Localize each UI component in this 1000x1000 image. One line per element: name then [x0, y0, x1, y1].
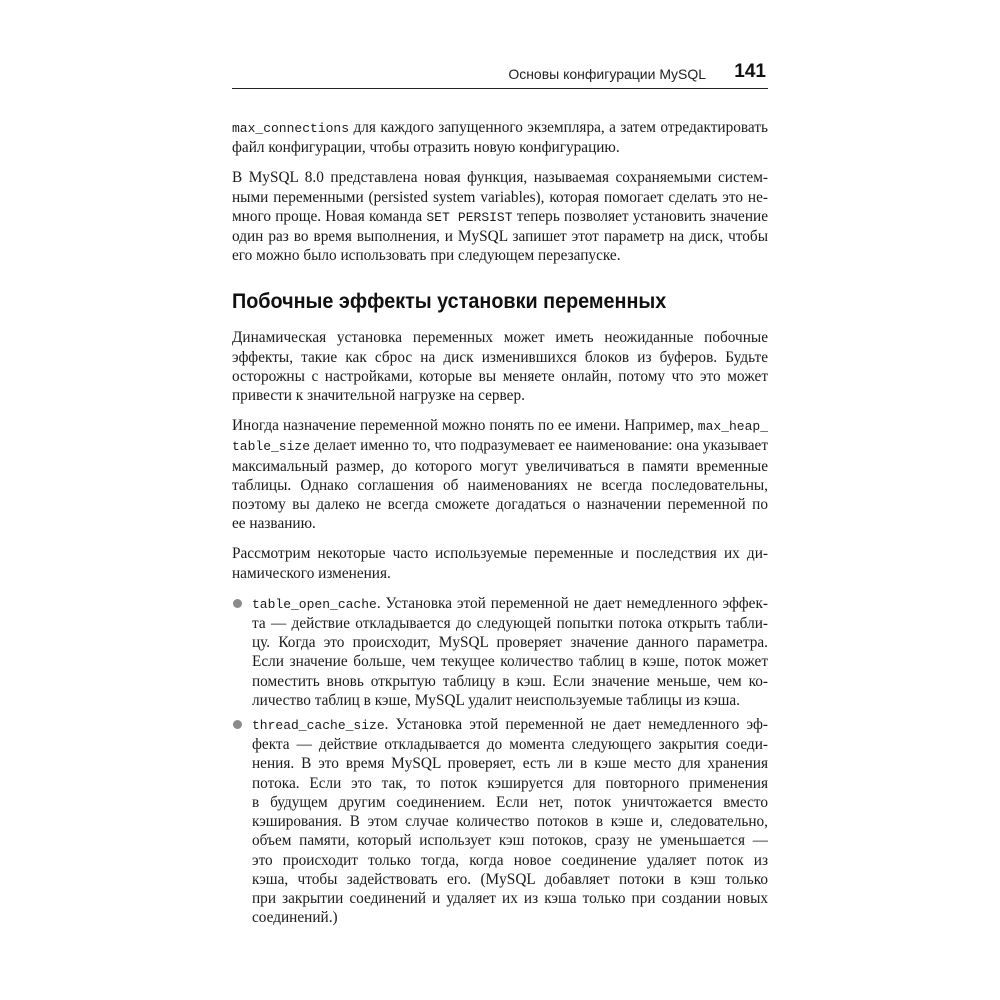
- text-line: [252, 889, 768, 908]
- text-line: [232, 416, 768, 436]
- text-run: соединений.): [252, 909, 338, 927]
- text-line: [232, 564, 768, 583]
- text-line: [252, 691, 768, 710]
- bullet-list: [232, 594, 768, 927]
- text-line: [232, 386, 768, 405]
- text-run: объем памяти, который использует кэш потоков, сразу не уменьшается —: [252, 832, 768, 850]
- text-run: . Установка этой переменной не дает немедленного эф-: [384, 716, 768, 734]
- text-line: [252, 812, 768, 831]
- text-run: личество таблиц в кэше, MySQL удалит неиспользуемые таблицы из кэша.: [252, 691, 740, 709]
- text-run: теперь позволяет установить значение: [512, 207, 768, 225]
- text-run: Иногда назначение переменной можно понять по ее имени. Например,: [232, 417, 698, 435]
- text-run: ными переменными (persisted system variables), которая помогает сделать это не-: [232, 188, 768, 206]
- text-line: [232, 457, 768, 476]
- inline-code: SET PERSIST: [426, 209, 513, 225]
- paragraph: [232, 328, 768, 405]
- text-run: привести к значительной нагрузке на сервер.: [232, 387, 525, 405]
- running-header-title: Основы конфигурации MySQL: [508, 66, 706, 82]
- text-run: фекта — действие откладывается до момента следующего закрытия соеди-: [252, 736, 768, 754]
- text-run: при закрытии соединений и удаляет их из кэша только при создании новых: [252, 889, 768, 907]
- paragraph: [232, 416, 768, 533]
- text-run: эффекты, такие как сброс на диск изменившихся блоков из буферов. Будьте: [232, 348, 768, 366]
- text-run: кэша, чтобы задействовать его. (MySQL добавляет потоки в кэш только: [252, 870, 768, 888]
- running-header: [232, 58, 768, 89]
- text-line: [252, 851, 768, 870]
- text-run: его можно было использовать при следующем перезапуске.: [232, 247, 621, 265]
- inline-code: max_heap_: [697, 419, 768, 435]
- section-heading: Побочные эффекты установки переменных: [232, 289, 667, 314]
- paragraph: [232, 118, 768, 157]
- text-line: [252, 754, 768, 773]
- inline-code: thread_cache_size: [252, 718, 385, 734]
- text-line: [232, 207, 768, 227]
- text-line: [232, 495, 768, 514]
- text-line: [232, 476, 768, 495]
- text-line: [252, 908, 768, 927]
- text-run: намического изменения.: [232, 564, 391, 582]
- text-run: это происходит только тогда, когда новое соединение удаляет поток из: [252, 851, 768, 869]
- text-run: цу. Когда это происходит, MySQL проверяет значение данного параметра.: [252, 634, 768, 652]
- text-line: [232, 246, 768, 265]
- inline-code: max_connections: [232, 121, 350, 136]
- text-line: [232, 514, 768, 533]
- bullet-item: [232, 715, 768, 927]
- text-run: файл конфигурации, чтобы отразить новую конфигурацию.: [232, 139, 620, 157]
- inline-code: table_size: [232, 439, 311, 455]
- text-line: [252, 735, 768, 754]
- bullet-item: [232, 594, 768, 710]
- bullet-dot-icon: [233, 599, 242, 608]
- text-run: осторожны с настройками, которые вы меняете онлайн, потому что это может: [232, 367, 768, 385]
- text-run: кэширования. В этом случае количество потоков в кэше и, следовательно,: [252, 813, 768, 831]
- section-paragraphs: [232, 328, 768, 582]
- text-run: ее названию.: [232, 515, 316, 533]
- text-line: [252, 672, 768, 691]
- text-line: [232, 227, 768, 246]
- text-run: та — действие откладывается до следующей попытки потока открыть табли-: [252, 615, 768, 633]
- text-run: делает именно то, что подразумевает ее наименование: она указывает: [310, 437, 768, 455]
- text-line: [252, 614, 768, 633]
- text-line: [252, 793, 768, 812]
- text-line: [252, 715, 768, 735]
- text-run: поместить вновь открытую таблицу в кэш. Если значение меньше, чем ко-: [252, 672, 768, 690]
- text-run: . Установка этой переменной не дает немедленного эффек-: [376, 594, 768, 612]
- text-run: поэтому вы далеко не всегда сможете догадаться о назначении переменной по: [232, 496, 768, 514]
- text-run: нения. В это время MySQL проверяет, есть ли в кэше место для хранения: [252, 755, 768, 773]
- text-run: максимальный размер, до которого могут увеличиваться в памяти временные: [232, 457, 768, 475]
- intro-paragraphs: [232, 118, 768, 265]
- text-line: [232, 544, 768, 563]
- text-line: [232, 436, 768, 456]
- text-line: [252, 831, 768, 850]
- text-line: [232, 328, 768, 347]
- text-run: для каждого запущенного экземпляра, а затем отредактировать: [349, 119, 768, 136]
- text-line: [232, 168, 768, 187]
- inline-code: table_open_cache: [252, 596, 377, 612]
- text-line: [252, 594, 768, 614]
- text-run: много проще. Новая команда: [232, 207, 427, 225]
- text-line: [232, 188, 768, 207]
- page-number: 141: [734, 61, 766, 82]
- text-line: [252, 870, 768, 889]
- text-run: Если значение больше, чем текущее количество таблиц в кэше, поток может: [252, 653, 768, 671]
- text-line: [232, 138, 768, 157]
- text-run: в будущем другим соединением. Если нет, поток уничтожается вместо: [252, 793, 768, 811]
- text-line: [232, 348, 768, 367]
- text-run: Динамическая установка переменных может иметь неожиданные побочные: [232, 329, 768, 347]
- text-line: [252, 774, 768, 793]
- text-run: таблицы. Однако соглашения об наименованиях не всегда последовательны,: [232, 476, 768, 494]
- page-body: [232, 118, 768, 932]
- text-run: один раз во время выполнения, и MySQL запишет этот параметр на диск, чтобы: [232, 228, 768, 246]
- text-run: потока. Если это так, то поток кэшируется для повторного применения: [252, 774, 768, 792]
- paragraph: [232, 168, 768, 265]
- text-line: [232, 118, 768, 138]
- paragraph: [232, 544, 768, 582]
- text-run: Рассмотрим некоторые часто используемые переменные и последствия их ди-: [232, 545, 768, 563]
- text-line: [252, 652, 768, 671]
- text-run: В MySQL 8.0 представлена новая функция, называемая сохраняемыми систем-: [232, 169, 768, 187]
- text-line: [252, 633, 768, 652]
- bullet-dot-icon: [233, 720, 242, 729]
- text-line: [232, 367, 768, 386]
